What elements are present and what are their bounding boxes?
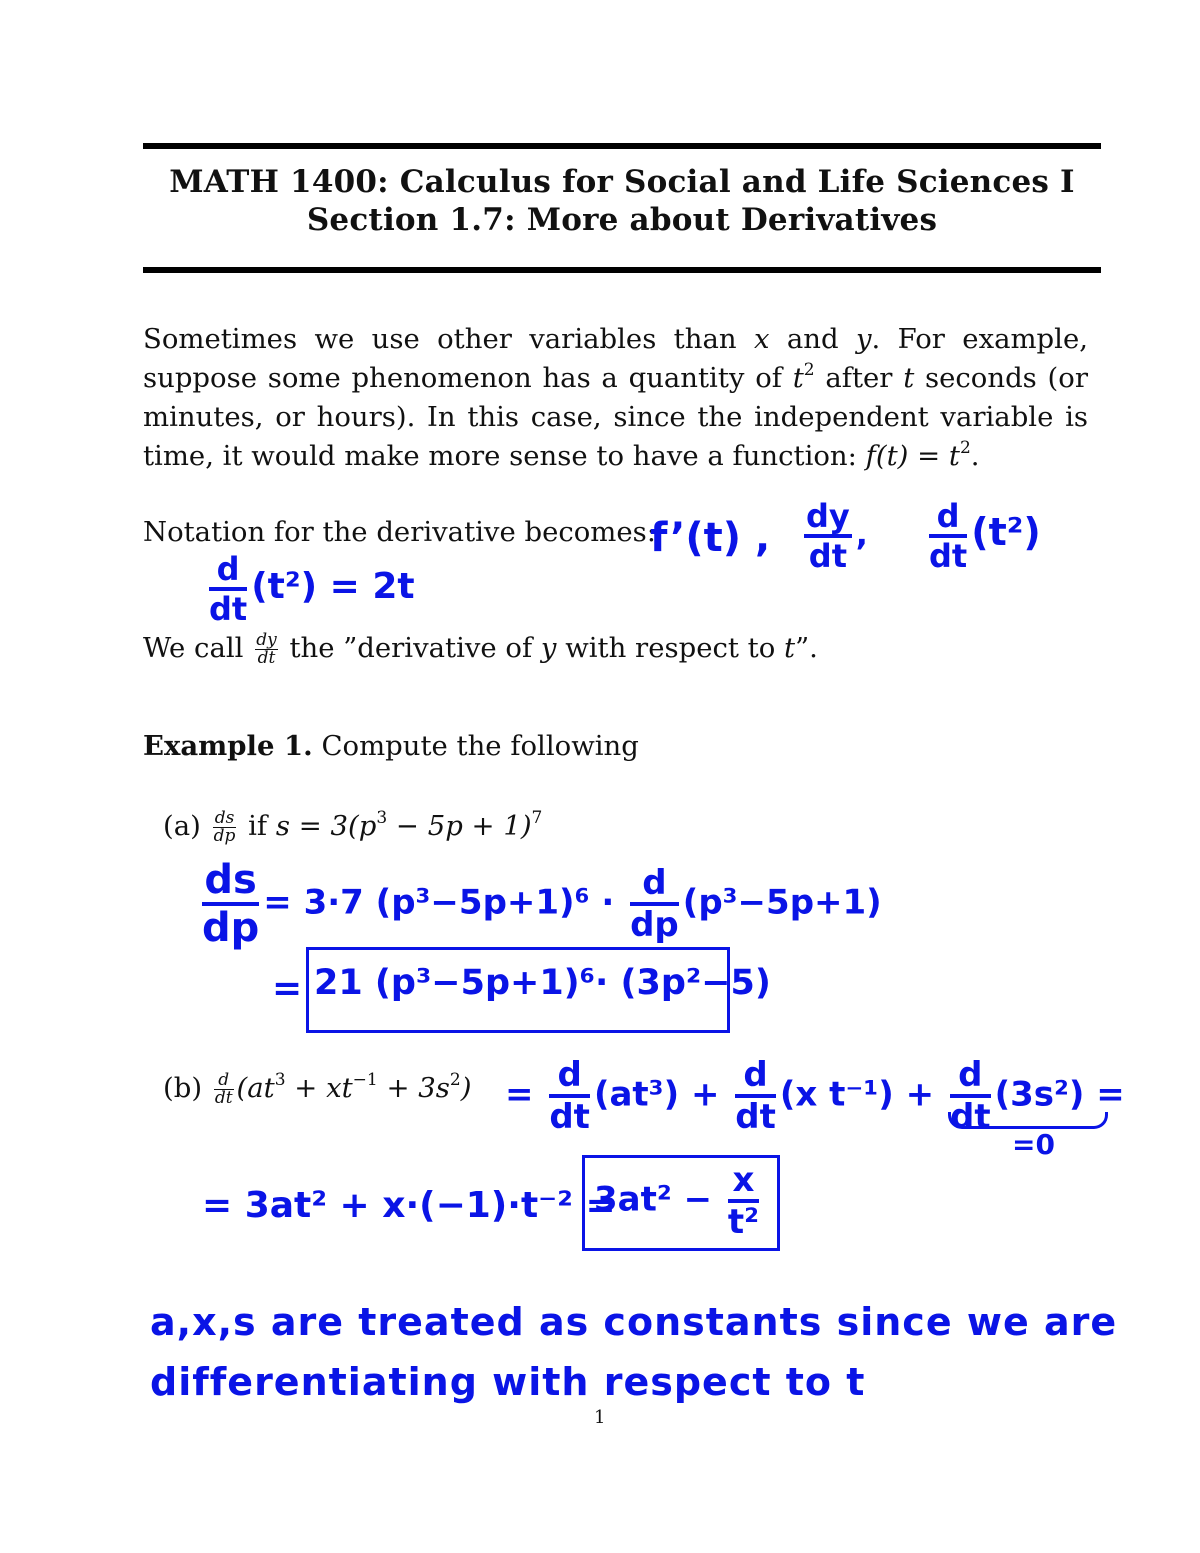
hw-dy: dy [804, 500, 852, 538]
hw-a-eq: = [272, 968, 303, 1009]
hw-x: x [728, 1163, 759, 1203]
exp-3: 3 [376, 808, 388, 829]
dy-dt-fraction [255, 632, 278, 667]
ds-dp-fraction [213, 810, 237, 845]
hw-dp: dp [202, 905, 260, 951]
expr-a-1: s = 3(p [275, 810, 377, 842]
respect-text: with respect to [565, 632, 776, 664]
hw-d-dt-eq-2t [205, 550, 415, 628]
hw-a-answer: 21 (p³−5p+1)⁶· (3p²−5) [314, 963, 771, 1003]
frac-den: dt [257, 648, 276, 668]
intro-text-4: seconds (or minutes, or hours). In this case, since the independent variable is time, it would make more sense to have a function: [143, 362, 1088, 472]
exp-b-2: 2 [449, 1070, 461, 1091]
hw-d: d [929, 500, 967, 538]
hw-ds: ds [202, 860, 259, 906]
hw-comma: , [855, 515, 868, 553]
hw-d-3: d [630, 866, 679, 906]
hw-b-eq: = [505, 1074, 534, 1115]
notation-text: Notation for the derivative becomes: [143, 516, 657, 548]
hw-f-prime: f’(t) , [650, 515, 771, 561]
hw-a-chain: = 3·7 (p³−5p+1)⁶ · [263, 882, 615, 923]
hw-t2: (t²) [971, 510, 1041, 554]
hw-zero: =0 [1012, 1128, 1055, 1161]
hw-b-dt2: dt [735, 1097, 776, 1137]
expr-b-1: (at [236, 1072, 275, 1104]
hw-dt-2: dt [929, 537, 968, 575]
page-title: MATH 1400: Calculus for Social and Life Sciences I [169, 164, 1075, 200]
example-label: Example 1. [143, 730, 313, 762]
hw-b-d3: d [950, 1058, 991, 1098]
hw-t2-den: t² [727, 1202, 760, 1242]
hw-dp-2: dp [630, 905, 679, 945]
hw-dy-dt [800, 497, 868, 575]
frac-dp: dp [213, 826, 236, 846]
var-y: y [855, 323, 872, 355]
expr-b-3: + 3s [377, 1072, 450, 1104]
part-a-label: (a) [163, 810, 201, 842]
intro-text-3: after [825, 362, 893, 394]
part-b [163, 1072, 471, 1107]
var-x: x [753, 323, 770, 355]
section-title: Section 1.7: More about Derivatives [306, 202, 938, 238]
intro-text-2: . For example, suppose some phenomenon has a quantity of [143, 323, 1088, 394]
note-line-2: differentiating with respect to t [150, 1360, 866, 1404]
part-a [163, 810, 542, 845]
frac-d: d [214, 1072, 234, 1090]
hw-b-line2: = 3at² + x·(−1)·t⁻² = [202, 1185, 616, 1226]
hw-b-xt: (x t⁻¹) + [779, 1074, 935, 1115]
var-t-3: t [784, 632, 796, 664]
we-call-text: We call [143, 632, 244, 664]
hw-b-dt3: dt [949, 1097, 991, 1137]
frac-ds: ds [213, 810, 237, 828]
hw-dt-3: dt [209, 590, 248, 628]
hw-b-at3: (at³) + [593, 1074, 720, 1115]
intro-paragraph [143, 320, 1088, 476]
example-text: Compute the following [321, 730, 639, 762]
hw-3at2: 3at² − [594, 1179, 713, 1220]
var-y-2: y [540, 632, 557, 664]
expr-b-4: ) [460, 1072, 472, 1104]
hw-b-d1: d [549, 1058, 590, 1098]
exponent: 2 [803, 360, 815, 381]
hw-d-dt-t2 [925, 497, 1041, 575]
exp-7: 7 [531, 808, 543, 829]
page-number: 1 [594, 1407, 606, 1428]
hw-a-inner: (p³−5p+1) [682, 882, 882, 923]
hw-eq-2t: (t²) = 2t [251, 566, 415, 607]
intro-text: Sometimes we use other variables than [143, 323, 737, 355]
hw-a-line1 [198, 857, 882, 951]
expr-a-2: − 5p + 1) [387, 810, 532, 842]
exp-neg1: −1 [352, 1070, 378, 1091]
d-dt-fraction [214, 1072, 234, 1107]
frac-num: dy [256, 630, 277, 650]
hw-b-answer [594, 1160, 763, 1242]
if-text: if [248, 810, 268, 842]
we-call-line [143, 632, 818, 667]
example-heading [143, 730, 639, 762]
exp-b-3: 3 [274, 1070, 286, 1091]
exponent-2: 2 [959, 438, 971, 459]
var-t: t [792, 362, 804, 394]
top-rule [143, 143, 1101, 149]
hw-b-d2: d [735, 1058, 776, 1098]
underbrace [948, 1112, 1108, 1129]
hw-dt: dt [808, 537, 847, 575]
expr-b-2: + xt [285, 1072, 353, 1104]
hw-b-3s2: (3s²) = [994, 1074, 1125, 1115]
bottom-rule [143, 267, 1101, 273]
var-t-2: t [903, 362, 915, 394]
period: . [970, 440, 980, 472]
we-call-post: the ”derivative of [289, 632, 533, 664]
note-line-1: a,x,s are treated as constants since we are [150, 1300, 1118, 1344]
hw-b-dt1: dt [549, 1097, 590, 1137]
part-b-label: (b) [163, 1072, 203, 1104]
frac-dt: dt [214, 1088, 233, 1108]
intro-and: and [786, 323, 839, 355]
close-quote: ”. [795, 632, 818, 664]
function-def: f(t) = t [865, 440, 960, 472]
hw-d-2: d [209, 553, 247, 591]
